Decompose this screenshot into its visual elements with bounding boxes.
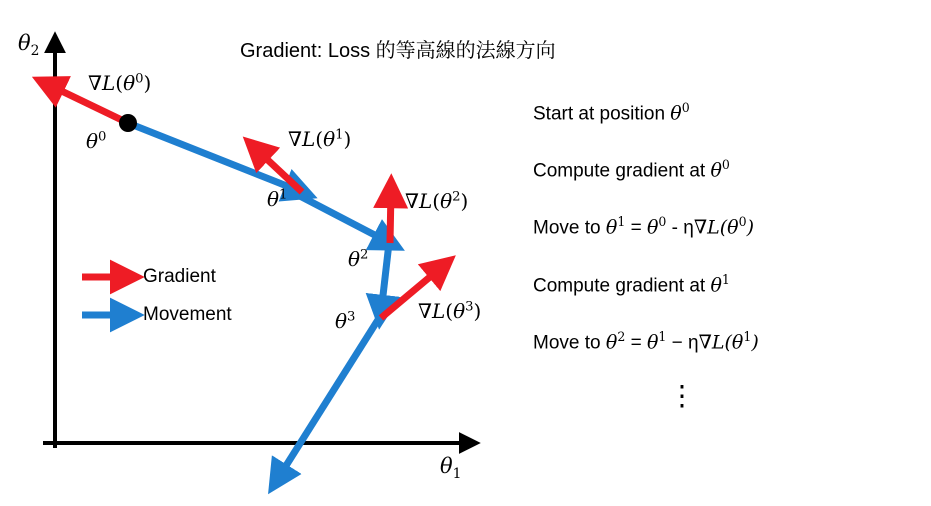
movement-arrow-3-to-4 <box>277 315 381 480</box>
x-axis-label: $\theta_1$ <box>440 454 462 483</box>
movement-arrow-0-to-1 <box>128 123 302 192</box>
step-line-move-to-theta1: Move to $\theta^1 = \theta^0 - \eta\nabla L(\theta^0)$ <box>533 214 755 239</box>
theta0-point <box>119 114 137 132</box>
step-line-move-to-theta2: Move to $\theta^2 = \theta^1 - \eta\nabla L(\theta^1)$ <box>533 329 759 354</box>
grad-theta2-label: $\nabla L(\theta^2)$ <box>405 189 469 213</box>
y-axis-label: $\theta_2$ <box>18 31 40 60</box>
theta0-label: $\theta^0$ <box>86 129 107 153</box>
theta2-label: $\theta^2$ <box>348 247 369 271</box>
step-line-compute-gradient-theta1: Compute gradient at $\theta^1$ <box>533 272 730 297</box>
gradient-arrow-theta2 <box>390 190 391 243</box>
grad-theta3-label: $\nabla L(\theta^3)$ <box>418 299 482 323</box>
legend-movement-label: Movement <box>143 304 232 325</box>
step-line-compute-gradient-theta0: Compute gradient at $\theta^0$ <box>533 157 730 182</box>
slide-title: Gradient: Loss 的等高線的法線方向 <box>240 40 556 62</box>
x-axis-label-subscript: 1 <box>452 466 462 483</box>
continuation-ellipsis: ⋮ <box>668 380 696 411</box>
legend-gradient-label: Gradient <box>143 266 216 287</box>
movement-arrow-1-to-2 <box>296 194 390 243</box>
y-axis-label-subscript: 2 <box>30 43 40 60</box>
grad-theta0-label: $\nabla L(\theta^0)$ <box>88 71 152 95</box>
step-line-start-at-position: Start at position $\theta^0$ <box>533 100 690 125</box>
theta3-label: $\theta^3$ <box>335 309 356 333</box>
grad-theta1-label: $\nabla L(\theta^1)$ <box>288 127 352 151</box>
theta1-label: $\theta^1$ <box>267 187 288 211</box>
movement-arrow-2-to-3 <box>381 243 389 313</box>
